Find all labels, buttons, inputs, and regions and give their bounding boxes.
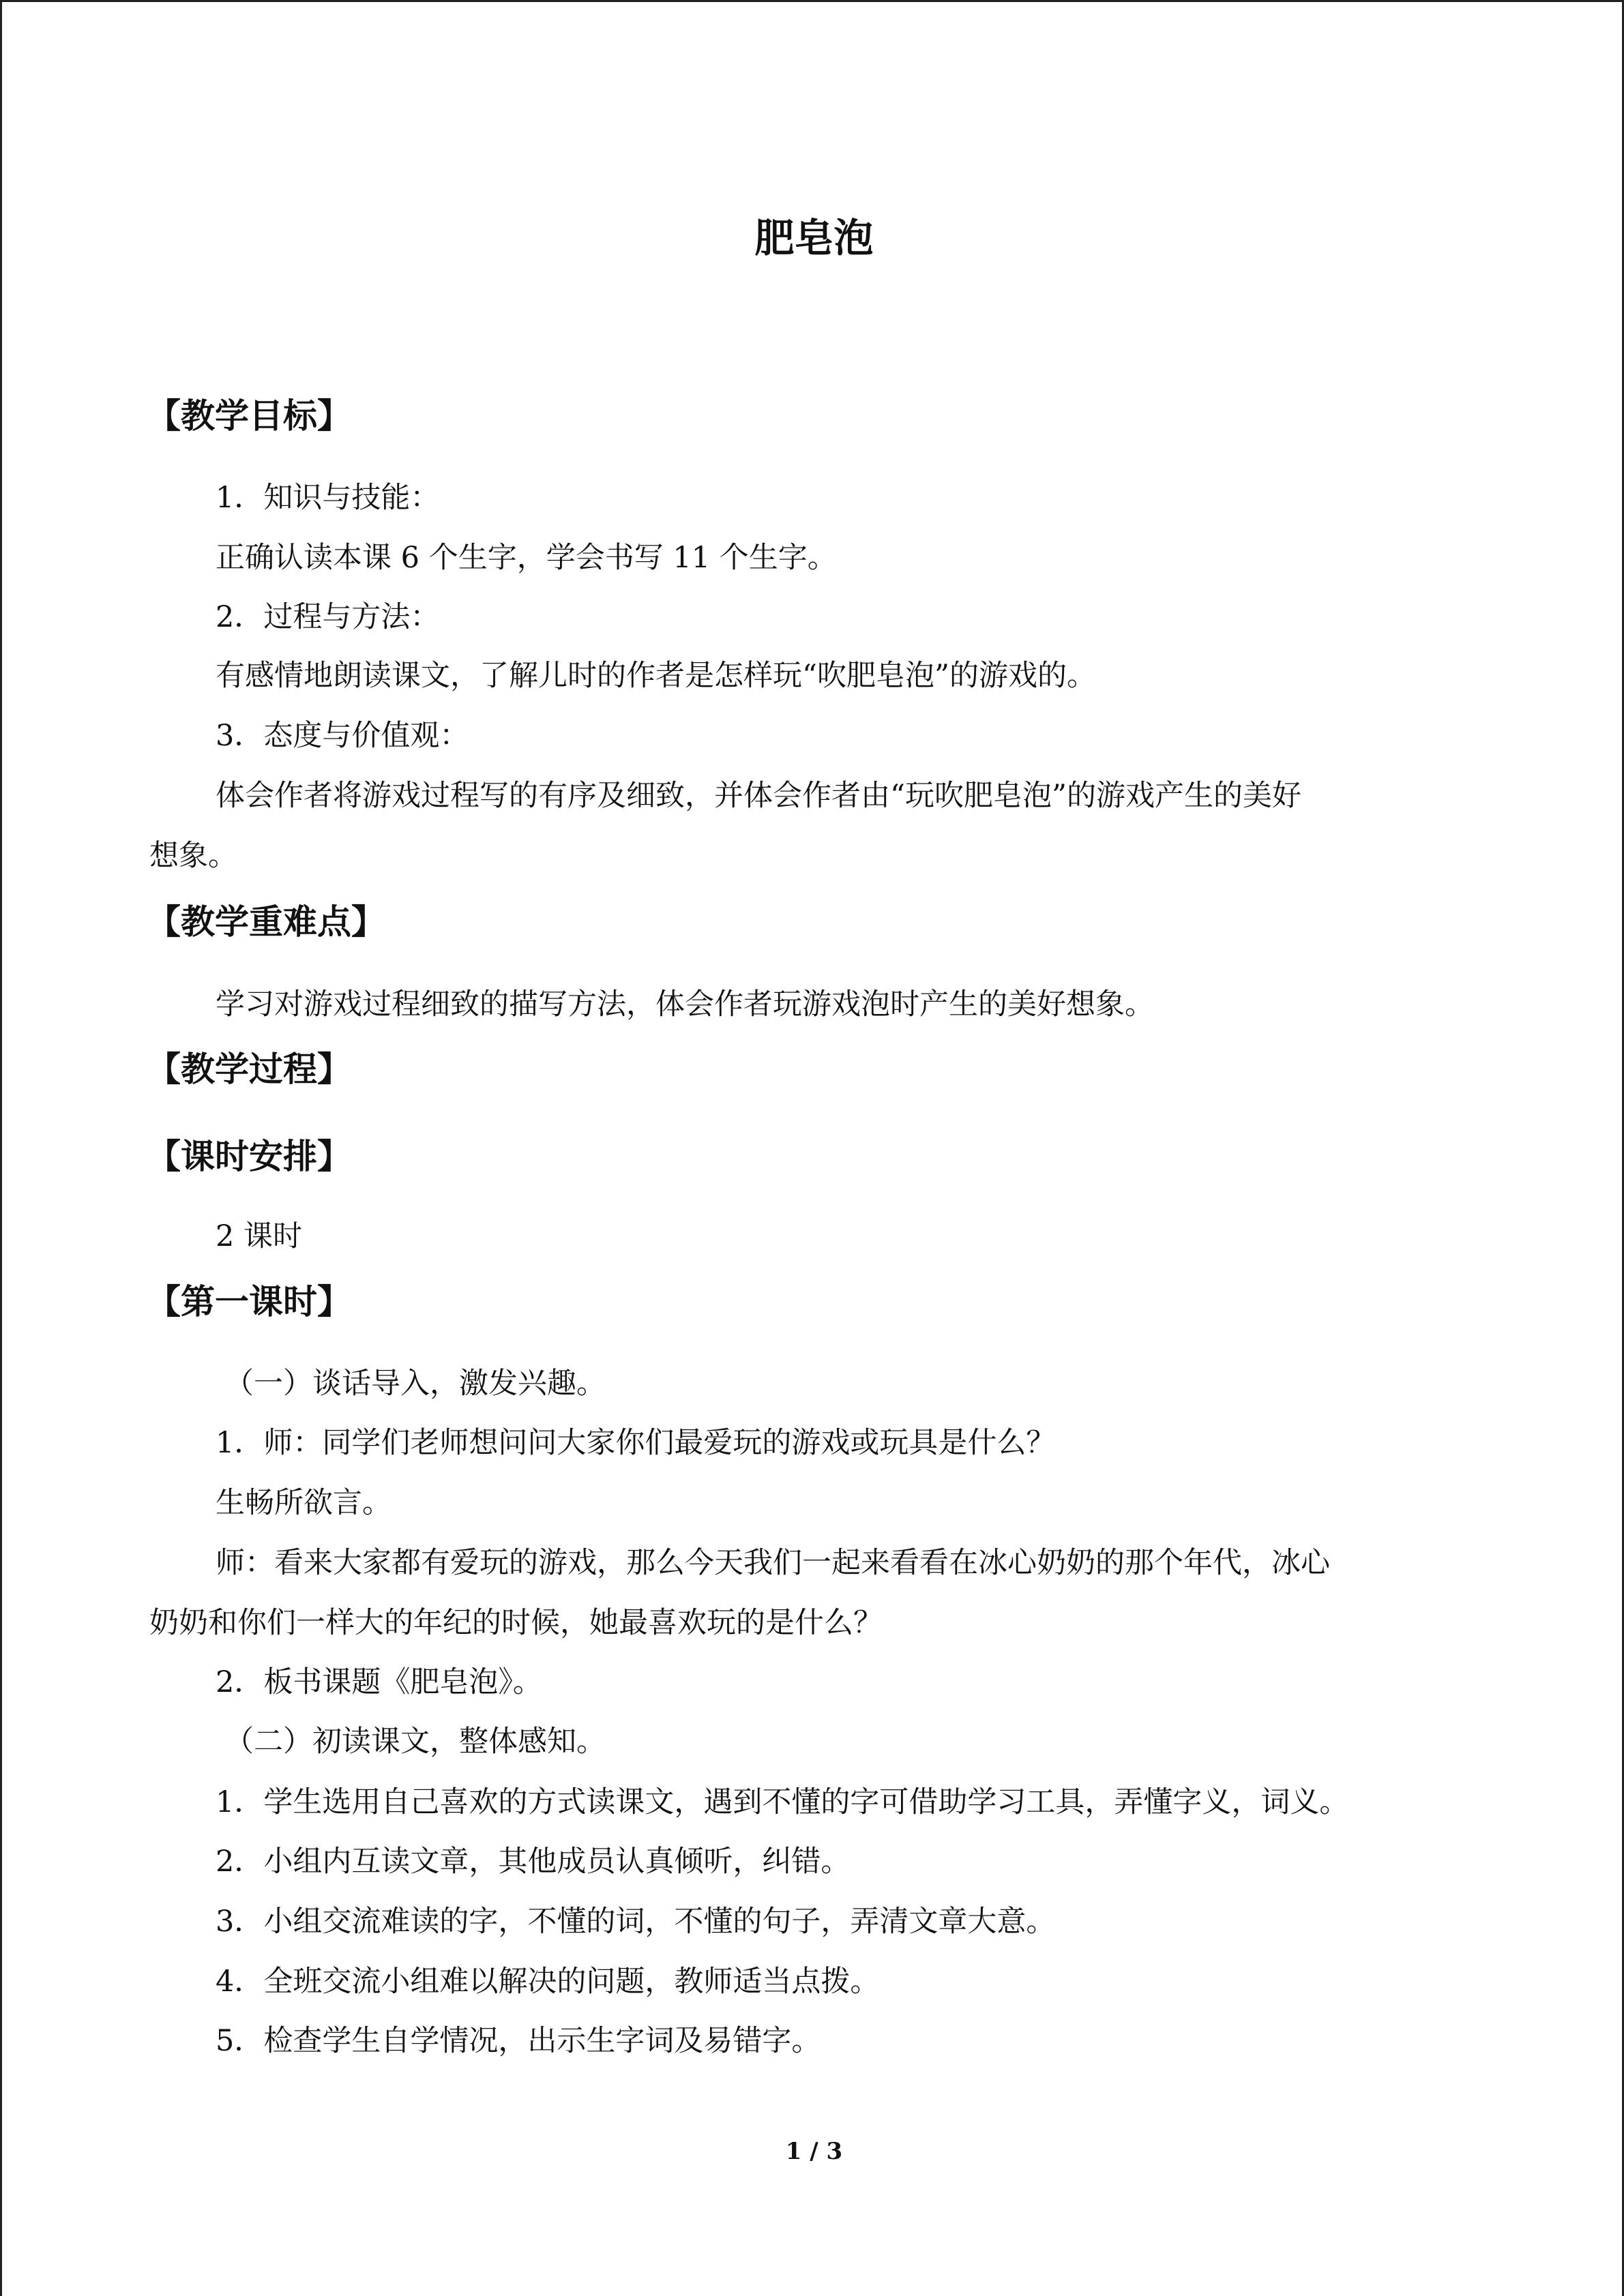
key-points-line-1: 学习对游戏过程细致的描写方法，体会作者玩游戏泡时产生的美好想象。 [216, 987, 1154, 1022]
goals-line-1: 1．知识与技能： [216, 481, 440, 515]
section-heading-schedule: 【课时安排】 [147, 1136, 351, 1176]
first-lesson-line-5: 奶奶和你们一样大的年纪的时候，她最喜欢玩的是什么？ [149, 1606, 883, 1640]
section-heading-first-lesson: 【第一课时】 [147, 1281, 351, 1322]
first-lesson-line-6: 2．板书课题《肥皂泡》。 [216, 1665, 542, 1699]
first-lesson-line-2: 1．师：同学们老师想问问大家你们最爱玩的游戏或玩具是什么？ [216, 1426, 1056, 1460]
first-lesson-line-4: 师：看来大家都有爱玩的游戏，那么今天我们一起来看看在冰心奶奶的那个年代，冰心 [216, 1546, 1330, 1580]
goals-line-5: 3．态度与价值观： [216, 719, 469, 753]
first-lesson-line-9: 2．小组内互读文章，其他成员认真倾听，纠错。 [216, 1845, 851, 1879]
section-heading-process: 【教学过程】 [147, 1049, 351, 1089]
first-lesson-line-1: （一）谈话导入，激发兴趣。 [224, 1367, 606, 1401]
goals-line-3: 2．过程与方法： [216, 600, 440, 634]
goals-line-4: 有感情地朗读课文，了解儿时的作者是怎样玩“吹肥皂泡”的游戏的。 [216, 659, 1096, 693]
goals-line-7: 想象。 [149, 839, 237, 873]
document-title: 肥皂泡 [754, 215, 874, 261]
first-lesson-line-12: 5．检查学生自学情况，出示生字词及易错字。 [216, 2024, 821, 2058]
first-lesson-line-8: 1．学生选用自己喜欢的方式读课文，遇到不懂的字可借助学习工具，弄懂字义，词义。 [216, 1785, 1349, 1819]
goals-line-2: 正确认读本课 6 个生字，学会书写 11 个生字。 [216, 541, 837, 575]
first-lesson-line-10: 3．小组交流难读的字，不懂的词，不懂的句子，弄清文章大意。 [216, 1905, 1056, 1939]
first-lesson-line-3: 生畅所欲言。 [216, 1486, 392, 1520]
page-number: 1 / 3 [785, 2138, 843, 2165]
first-lesson-line-7: （二）初读课文，整体感知。 [224, 1725, 606, 1759]
first-lesson-line-11: 4．全班交流小组难以解决的问题，教师适当点拨。 [216, 1965, 880, 1999]
section-heading-key-points: 【教学重难点】 [147, 901, 385, 942]
section-heading-goals: 【教学目标】 [147, 396, 351, 436]
goals-line-6: 体会作者将游戏过程写的有序及细致，并体会作者由“玩吹肥皂泡”的游戏产生的美好 [216, 779, 1301, 813]
schedule-line-1: 2 课时 [216, 1219, 303, 1253]
